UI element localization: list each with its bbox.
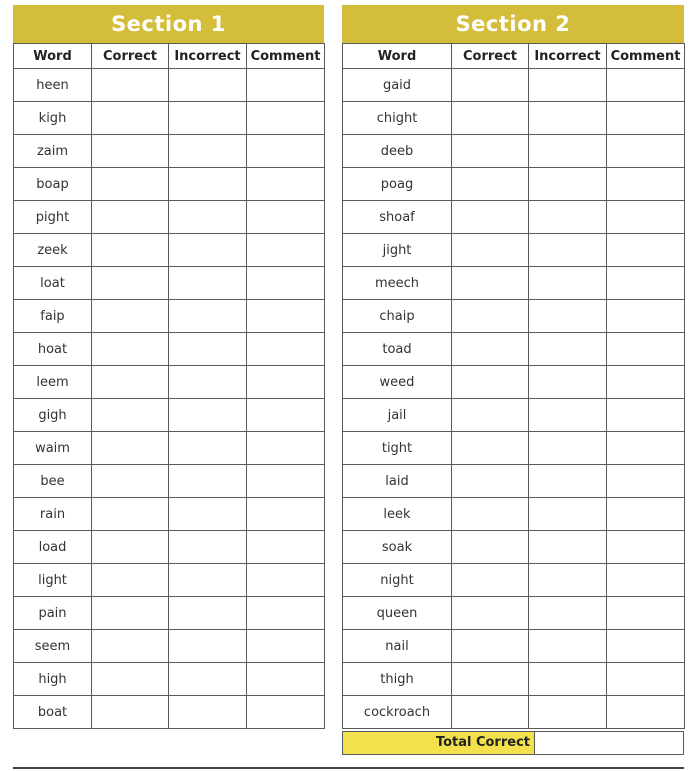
incorrect-cell[interactable] (169, 399, 247, 432)
column-header-word: Word (14, 44, 92, 69)
table-row (343, 531, 685, 564)
incorrect-cell[interactable] (529, 300, 607, 333)
table-row (14, 597, 325, 630)
correct-cell[interactable] (92, 531, 169, 564)
word-cell: thigh (343, 663, 452, 696)
table-row (343, 300, 685, 333)
word-cell: meech (343, 267, 452, 300)
incorrect-cell[interactable] (169, 597, 247, 630)
table-row (14, 663, 325, 696)
incorrect-cell[interactable] (169, 531, 247, 564)
incorrect-cell[interactable] (529, 234, 607, 267)
comment-cell[interactable] (247, 300, 325, 333)
word-cell: chaip (343, 300, 452, 333)
correct-cell[interactable] (452, 135, 529, 168)
word-cell: soak (343, 531, 452, 564)
table-row (343, 399, 685, 432)
word-cell: zaim (14, 135, 92, 168)
column-header-comment: Comment (607, 44, 685, 69)
table-row (14, 333, 325, 366)
word-cell: hoat (14, 333, 92, 366)
word-cell: nail (343, 630, 452, 663)
word-cell: zeek (14, 234, 92, 267)
incorrect-cell[interactable] (529, 102, 607, 135)
word-cell: high (14, 663, 92, 696)
total-correct-row (342, 731, 684, 755)
correct-cell[interactable] (92, 201, 169, 234)
correct-cell[interactable] (452, 564, 529, 597)
table-row (343, 597, 685, 630)
comment-cell[interactable] (247, 564, 325, 597)
correct-cell[interactable] (452, 300, 529, 333)
incorrect-cell[interactable] (529, 267, 607, 300)
word-cell: jight (343, 234, 452, 267)
comment-cell[interactable] (607, 267, 685, 300)
word-cell: gigh (14, 399, 92, 432)
correct-cell[interactable] (92, 630, 169, 663)
header-row (343, 44, 685, 69)
table-row (343, 135, 685, 168)
table-row (343, 498, 685, 531)
comment-cell[interactable] (607, 333, 685, 366)
comment-cell[interactable] (247, 663, 325, 696)
correct-cell[interactable] (92, 597, 169, 630)
word-cell: bee (14, 465, 92, 498)
table-row (14, 300, 325, 333)
table-row (14, 696, 325, 729)
incorrect-cell[interactable] (529, 531, 607, 564)
section-2 (342, 5, 684, 729)
word-cell: rain (14, 498, 92, 531)
word-cell: waim (14, 432, 92, 465)
correct-cell[interactable] (92, 498, 169, 531)
correct-cell[interactable] (92, 333, 169, 366)
word-cell: boat (14, 696, 92, 729)
incorrect-cell[interactable] (169, 168, 247, 201)
table-row (14, 465, 325, 498)
word-cell: jail (343, 399, 452, 432)
incorrect-cell[interactable] (529, 498, 607, 531)
correct-cell[interactable] (452, 597, 529, 630)
word-cell: leek (343, 498, 452, 531)
word-cell: pight (14, 201, 92, 234)
column-header-incorrect: Incorrect (169, 44, 247, 69)
comment-cell[interactable] (607, 201, 685, 234)
table-row (343, 333, 685, 366)
correct-cell[interactable] (452, 102, 529, 135)
column-header-word: Word (343, 44, 452, 69)
correct-cell[interactable] (452, 531, 529, 564)
column-header-correct: Correct (92, 44, 169, 69)
word-cell: cockroach (343, 696, 452, 729)
table-row (343, 696, 685, 729)
comment-cell[interactable] (247, 465, 325, 498)
comment-cell[interactable] (607, 300, 685, 333)
table-row (14, 564, 325, 597)
table-row (343, 267, 685, 300)
correct-cell[interactable] (452, 333, 529, 366)
word-cell: chight (343, 102, 452, 135)
correct-cell[interactable] (92, 102, 169, 135)
comment-cell[interactable] (607, 69, 685, 102)
incorrect-cell[interactable] (169, 366, 247, 399)
correct-cell[interactable] (92, 399, 169, 432)
incorrect-cell[interactable] (529, 630, 607, 663)
word-cell: pain (14, 597, 92, 630)
comment-cell[interactable] (247, 234, 325, 267)
comment-cell[interactable] (607, 366, 685, 399)
comment-cell[interactable] (607, 564, 685, 597)
incorrect-cell[interactable] (169, 234, 247, 267)
section-2-table (342, 43, 685, 729)
table-row (343, 564, 685, 597)
incorrect-cell[interactable] (169, 696, 247, 729)
incorrect-cell[interactable] (169, 498, 247, 531)
comment-cell[interactable] (607, 135, 685, 168)
word-cell: shoaf (343, 201, 452, 234)
word-cell: toad (343, 333, 452, 366)
correct-cell[interactable] (452, 69, 529, 102)
incorrect-cell[interactable] (529, 564, 607, 597)
total-correct-field[interactable] (535, 731, 684, 755)
table-row (343, 630, 685, 663)
correct-cell[interactable] (92, 234, 169, 267)
correct-cell[interactable] (92, 267, 169, 300)
comment-cell[interactable] (247, 366, 325, 399)
correct-cell[interactable] (92, 465, 169, 498)
comment-cell[interactable] (247, 531, 325, 564)
table-row (343, 432, 685, 465)
word-cell: tight (343, 432, 452, 465)
word-cell: load (14, 531, 92, 564)
correct-cell[interactable] (452, 168, 529, 201)
table-row (14, 399, 325, 432)
correct-cell[interactable] (92, 168, 169, 201)
column-header-incorrect: Incorrect (529, 44, 607, 69)
word-cell: faip (14, 300, 92, 333)
table-row (343, 465, 685, 498)
correct-cell[interactable] (92, 564, 169, 597)
incorrect-cell[interactable] (169, 69, 247, 102)
correct-cell[interactable] (452, 498, 529, 531)
word-cell: weed (343, 366, 452, 399)
table-row (343, 663, 685, 696)
comment-cell[interactable] (607, 531, 685, 564)
incorrect-cell[interactable] (169, 333, 247, 366)
correct-cell[interactable] (452, 696, 529, 729)
comment-cell[interactable] (607, 168, 685, 201)
comment-cell[interactable] (247, 399, 325, 432)
word-cell: leem (14, 366, 92, 399)
section-2-banner: Section 2 (342, 5, 684, 43)
table-row (14, 168, 325, 201)
comment-cell[interactable] (607, 432, 685, 465)
total-correct-label: Total Correct (342, 731, 535, 755)
comment-cell[interactable] (247, 630, 325, 663)
word-cell: boap (14, 168, 92, 201)
incorrect-cell[interactable] (529, 696, 607, 729)
table-row (14, 432, 325, 465)
bottom-divider (13, 767, 684, 769)
incorrect-cell[interactable] (529, 168, 607, 201)
word-cell: heen (14, 69, 92, 102)
correct-cell[interactable] (452, 201, 529, 234)
comment-cell[interactable] (247, 135, 325, 168)
comment-cell[interactable] (607, 597, 685, 630)
incorrect-cell[interactable] (169, 300, 247, 333)
incorrect-cell[interactable] (169, 135, 247, 168)
incorrect-cell[interactable] (529, 399, 607, 432)
correct-cell[interactable] (92, 69, 169, 102)
correct-cell[interactable] (92, 300, 169, 333)
header-row (14, 44, 325, 69)
comment-cell[interactable] (247, 69, 325, 102)
column-header-comment: Comment (247, 44, 325, 69)
correct-cell[interactable] (92, 663, 169, 696)
correct-cell[interactable] (92, 366, 169, 399)
table-row (14, 201, 325, 234)
comment-cell[interactable] (607, 234, 685, 267)
word-cell: seem (14, 630, 92, 663)
comment-cell[interactable] (607, 498, 685, 531)
incorrect-cell[interactable] (169, 465, 247, 498)
incorrect-cell[interactable] (169, 102, 247, 135)
table-row (343, 168, 685, 201)
comment-cell[interactable] (247, 267, 325, 300)
comment-cell[interactable] (247, 696, 325, 729)
section-1 (13, 5, 324, 729)
comment-cell[interactable] (247, 102, 325, 135)
word-cell: kigh (14, 102, 92, 135)
word-cell: poag (343, 168, 452, 201)
incorrect-cell[interactable] (529, 465, 607, 498)
column-header-correct: Correct (452, 44, 529, 69)
correct-cell[interactable] (452, 432, 529, 465)
section-1-table (13, 43, 325, 729)
table-row (343, 234, 685, 267)
incorrect-cell[interactable] (169, 432, 247, 465)
incorrect-cell[interactable] (529, 135, 607, 168)
word-cell: gaid (343, 69, 452, 102)
incorrect-cell[interactable] (529, 597, 607, 630)
correct-cell[interactable] (452, 465, 529, 498)
table-row (343, 102, 685, 135)
correct-cell[interactable] (452, 234, 529, 267)
comment-cell[interactable] (607, 465, 685, 498)
correct-cell[interactable] (452, 630, 529, 663)
correct-cell[interactable] (92, 696, 169, 729)
correct-cell[interactable] (452, 267, 529, 300)
correct-cell[interactable] (452, 399, 529, 432)
incorrect-cell[interactable] (169, 564, 247, 597)
word-cell: night (343, 564, 452, 597)
table-row (14, 135, 325, 168)
correct-cell[interactable] (452, 663, 529, 696)
comment-cell[interactable] (607, 696, 685, 729)
comment-cell[interactable] (247, 498, 325, 531)
table-row (14, 498, 325, 531)
table-row (14, 234, 325, 267)
table-row (14, 69, 325, 102)
correct-cell[interactable] (92, 432, 169, 465)
table-row (14, 267, 325, 300)
table-row (343, 366, 685, 399)
correct-cell[interactable] (452, 366, 529, 399)
word-cell: deeb (343, 135, 452, 168)
incorrect-cell[interactable] (529, 201, 607, 234)
incorrect-cell[interactable] (529, 366, 607, 399)
incorrect-cell[interactable] (529, 663, 607, 696)
table-row (343, 69, 685, 102)
incorrect-cell[interactable] (169, 267, 247, 300)
correct-cell[interactable] (92, 135, 169, 168)
incorrect-cell[interactable] (529, 333, 607, 366)
incorrect-cell[interactable] (169, 663, 247, 696)
comment-cell[interactable] (607, 663, 685, 696)
incorrect-cell[interactable] (169, 630, 247, 663)
table-row (14, 630, 325, 663)
incorrect-cell[interactable] (169, 201, 247, 234)
table-row (14, 102, 325, 135)
comment-cell[interactable] (247, 201, 325, 234)
comment-cell[interactable] (247, 597, 325, 630)
word-cell: laid (343, 465, 452, 498)
table-row (14, 531, 325, 564)
table-row (14, 366, 325, 399)
incorrect-cell[interactable] (529, 69, 607, 102)
word-cell: queen (343, 597, 452, 630)
section-1-banner: Section 1 (13, 5, 324, 43)
comment-cell[interactable] (247, 168, 325, 201)
comment-cell[interactable] (607, 399, 685, 432)
incorrect-cell[interactable] (529, 432, 607, 465)
comment-cell[interactable] (607, 630, 685, 663)
comment-cell[interactable] (247, 333, 325, 366)
word-cell: loat (14, 267, 92, 300)
comment-cell[interactable] (607, 102, 685, 135)
comment-cell[interactable] (247, 432, 325, 465)
word-cell: light (14, 564, 92, 597)
table-row (343, 201, 685, 234)
